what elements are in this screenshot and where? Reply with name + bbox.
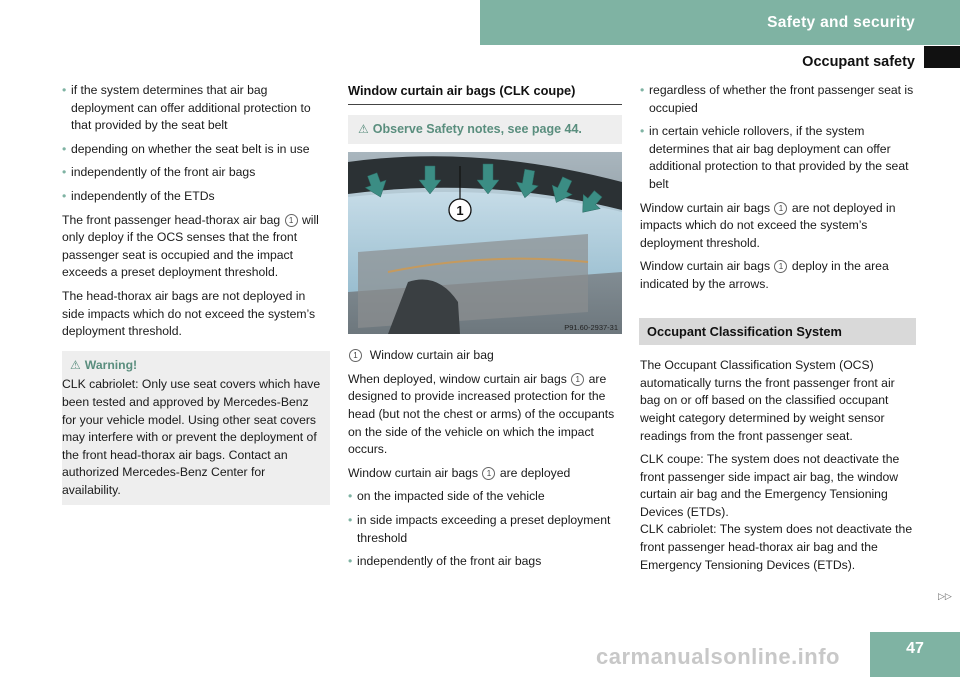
section-title: Safety and security: [767, 13, 915, 31]
text: Window curtain air bags: [640, 200, 771, 215]
paragraph: CLK coupe: The system does not deactivate the front passenger side impact air bag, the window curtain air bag and the Emergency Tensioning Devices (ETDs).: [640, 452, 900, 519]
page-number: [870, 632, 960, 677]
warning-body: CLK cabriolet: Only use seat covers which have been tested and approved by Mercedes-Benz for your vehicle model. Using other seat covers may interfere with or prevent the deployment of the front head-thorax air bags. Contact an authorized Mercedes-Benz Center for availability.: [62, 377, 321, 497]
paragraph: [62, 212, 330, 282]
paragraph: [640, 258, 916, 293]
note-text: Observe Safety notes, see page 44.: [372, 121, 582, 136]
section-heading: Window curtain air bags (CLK coupe): [348, 82, 622, 105]
callout-number: 1: [571, 373, 584, 386]
list-item: • in side impacts exceeding a preset deployment threshold: [348, 512, 622, 547]
subsection-title: Occupant safety: [802, 54, 915, 70]
caption-text: Window curtain air bag: [369, 348, 494, 363]
text: The front passenger head-thorax air bag: [62, 212, 281, 227]
list-item: • depending on whether the seat belt is in use: [62, 141, 330, 159]
paragraph: CLK cabriolet: The system does not deactivate the front passenger head-thorax air bag and the Emergency Tensioning Devices (ETDs).: [640, 522, 913, 572]
text: When deployed, window curtain air bags: [348, 371, 567, 386]
warning-heading: [62, 357, 322, 375]
text: Window curtain air bags: [348, 465, 479, 480]
column-left: [62, 82, 330, 505]
list-item: • in certain vehicle rollovers, if the system determines that air bag deployment can offer additional protection to that provided by the seat belt: [640, 123, 916, 193]
list-item: • independently of the ETDs: [62, 188, 330, 206]
callout-number: 1: [285, 214, 298, 227]
list-item: • if the system determines that air bag deployment can offer additional protection to that provided by the seat belt: [62, 82, 330, 135]
text: will only deploy if the OCS senses that the front passenger seat is occupied and the impact exceeds a preset deployment threshold.: [62, 212, 319, 280]
list-item: • regardless of whether the front passenger seat is occupied: [640, 82, 916, 117]
warning-triangle-icon: ⚠: [70, 357, 81, 372]
figure-code: P91.60-2937-31: [564, 322, 618, 332]
paragraph: The Occupant Classification System (OCS) automatically turns the front passenger front air bag on or off based on the classified occupant weight category determined by weight sensor readings from the front passenger seat.: [640, 358, 895, 443]
ocs-heading: Occupant Classification System: [639, 318, 916, 346]
callout-number: 1: [774, 202, 787, 215]
text: Window curtain air bags: [640, 259, 771, 274]
continue-arrow-icon: ▷▷: [938, 591, 952, 601]
warning-triangle-icon: ⚠: [358, 121, 369, 136]
list-item: • independently of the front air bags: [62, 164, 330, 182]
callout-number: 1: [349, 349, 362, 362]
column-middle: [348, 82, 622, 577]
callout-number: 1: [482, 467, 495, 480]
paragraph: The head-thorax air bags are not deployed in side impacts which do not exceed the system’s deployment threshold.: [62, 288, 316, 339]
figure-callout-label: 1: [456, 202, 464, 218]
figure-caption: [348, 347, 622, 365]
watermark: carmanualsonline.info: [596, 644, 840, 669]
warning-box: [62, 351, 330, 506]
paragraph: [640, 200, 916, 253]
text: deploy in the area indicated by the arrows.: [640, 259, 889, 291]
warning-title: Warning!: [84, 357, 138, 372]
list-item: • on the impacted side of the vehicle: [348, 488, 622, 506]
curtain-airbag-illustration: [348, 152, 622, 334]
section-header-tab: [480, 0, 960, 45]
note-box: [348, 115, 622, 144]
corner-marker: [924, 46, 960, 68]
column-right: [640, 82, 916, 580]
bullet-list: [640, 82, 916, 194]
paragraph: [348, 371, 622, 459]
page-number-text: 47: [906, 640, 924, 657]
paragraph: [348, 465, 622, 483]
bullet-list: [62, 82, 330, 206]
bullet-list: [348, 488, 622, 570]
list-item: • independently of the front air bags: [348, 553, 622, 571]
text: are designed to provide increased protection for the head (but not the chest or arms) of the occupants on the side of the vehicle on which the impact occurs.: [348, 371, 615, 457]
text: are not deployed in impacts which do not exceed the system’s deployment threshold.: [640, 200, 896, 250]
callout-number: 1: [774, 260, 787, 273]
text: are deployed: [499, 465, 571, 480]
